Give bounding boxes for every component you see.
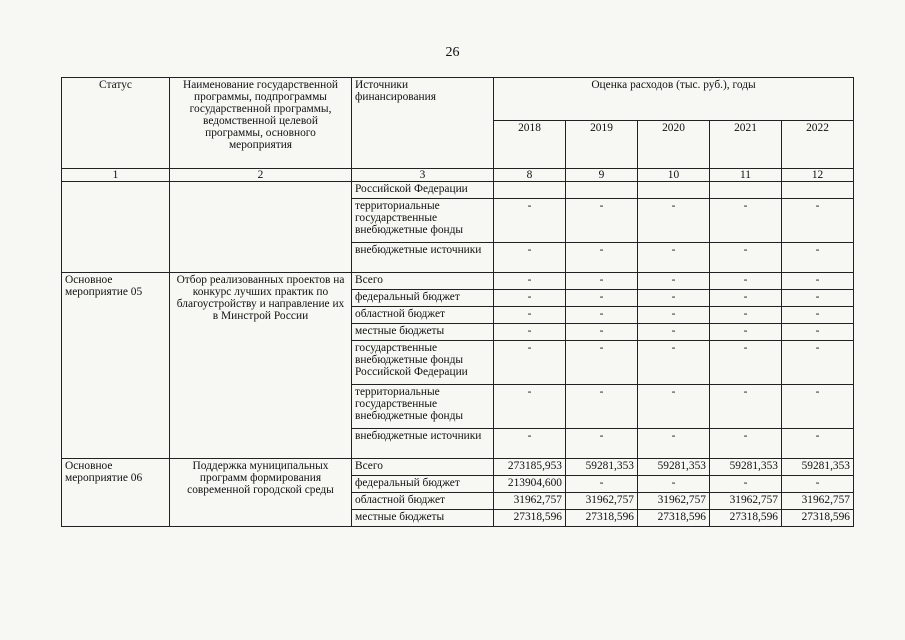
value-cell: -	[566, 385, 638, 429]
value-cell: -	[494, 243, 566, 273]
status-cell	[62, 182, 170, 273]
value-cell: -	[710, 199, 782, 243]
value-cell	[566, 182, 638, 199]
value-cell: -	[782, 273, 854, 290]
value-cell: -	[566, 307, 638, 324]
source-cell: Российской Федерации	[352, 182, 494, 199]
value-cell: 31962,757	[638, 493, 710, 510]
value-cell: -	[494, 199, 566, 243]
value-cell: -	[638, 324, 710, 341]
value-cell	[782, 182, 854, 199]
column-index: 1	[62, 169, 170, 182]
value-cell: 27318,596	[494, 510, 566, 527]
value-cell: -	[782, 243, 854, 273]
source-cell: областной бюджет	[352, 493, 494, 510]
status-cell: Основное мероприятие 06	[62, 459, 170, 527]
value-cell: -	[494, 341, 566, 385]
source-cell: федеральный бюджет	[352, 476, 494, 493]
value-cell: -	[494, 429, 566, 459]
column-index-row	[62, 169, 854, 182]
value-cell: -	[710, 385, 782, 429]
value-cell: 27318,596	[638, 510, 710, 527]
value-cell: -	[782, 429, 854, 459]
header-name: Наименование государственной программы, подпрограммы государственной программы, ведомственной целевой программы, основного мероприятия	[170, 78, 352, 169]
value-cell: -	[566, 290, 638, 307]
source-cell: местные бюджеты	[352, 324, 494, 341]
value-cell: -	[782, 476, 854, 493]
header-estimate: Оценка расходов (тыс. руб.), годы	[494, 78, 854, 121]
value-cell: -	[638, 341, 710, 385]
value-cell: -	[638, 429, 710, 459]
name-cell: Поддержка муниципальных программ формирования современной городской среды	[170, 459, 352, 527]
source-cell: государственные внебюджетные фонды Российской Федерации	[352, 341, 494, 385]
value-cell: 59281,353	[566, 459, 638, 476]
column-index: 2	[170, 169, 352, 182]
column-index: 8	[494, 169, 566, 182]
value-cell: -	[782, 290, 854, 307]
header-year: 2019	[566, 121, 638, 169]
value-cell: -	[710, 307, 782, 324]
value-cell: -	[638, 476, 710, 493]
value-cell	[710, 182, 782, 199]
header-year: 2020	[638, 121, 710, 169]
value-cell: -	[566, 429, 638, 459]
value-cell: -	[638, 307, 710, 324]
value-cell: -	[566, 341, 638, 385]
name-cell	[170, 182, 352, 273]
value-cell: -	[710, 429, 782, 459]
value-cell: -	[566, 273, 638, 290]
value-cell: -	[638, 385, 710, 429]
header-row	[62, 78, 854, 121]
value-cell: -	[566, 243, 638, 273]
value-cell: -	[638, 273, 710, 290]
value-cell: -	[710, 290, 782, 307]
column-index: 9	[566, 169, 638, 182]
budget-table	[61, 77, 854, 527]
source-cell: внебюджетные источники	[352, 429, 494, 459]
value-cell: -	[494, 290, 566, 307]
value-cell: 27318,596	[710, 510, 782, 527]
header-year: 2021	[710, 121, 782, 169]
value-cell	[638, 182, 710, 199]
column-index: 12	[782, 169, 854, 182]
source-cell: Всего	[352, 459, 494, 476]
value-cell: -	[710, 243, 782, 273]
column-index: 11	[710, 169, 782, 182]
value-cell: -	[638, 243, 710, 273]
source-cell: внебюджетные источники	[352, 243, 494, 273]
source-cell: областной бюджет	[352, 307, 494, 324]
value-cell: 213904,600	[494, 476, 566, 493]
table-row	[62, 273, 854, 290]
source-cell: Всего	[352, 273, 494, 290]
page-number: 26	[445, 45, 460, 60]
value-cell: -	[638, 199, 710, 243]
value-cell: -	[566, 199, 638, 243]
value-cell: 273185,953	[494, 459, 566, 476]
source-cell: местные бюджеты	[352, 510, 494, 527]
header-source: Источники финансирования	[352, 78, 494, 169]
header-status: Статус	[62, 78, 170, 169]
value-cell: -	[710, 476, 782, 493]
value-cell: 31962,757	[710, 493, 782, 510]
source-cell: территориальные государственные внебюджетные фонды	[352, 385, 494, 429]
value-cell: -	[710, 324, 782, 341]
value-cell: -	[782, 324, 854, 341]
source-cell: территориальные государственные внебюджетные фонды	[352, 199, 494, 243]
value-cell: 31962,757	[494, 493, 566, 510]
value-cell: -	[494, 307, 566, 324]
value-cell: 27318,596	[782, 510, 854, 527]
value-cell: -	[710, 273, 782, 290]
source-cell: федеральный бюджет	[352, 290, 494, 307]
column-index: 10	[638, 169, 710, 182]
value-cell: -	[782, 199, 854, 243]
value-cell: -	[782, 307, 854, 324]
value-cell: -	[494, 385, 566, 429]
value-cell: -	[710, 341, 782, 385]
column-index: 3	[352, 169, 494, 182]
value-cell: 59281,353	[710, 459, 782, 476]
value-cell: -	[494, 273, 566, 290]
value-cell: -	[494, 324, 566, 341]
name-cell: Отбор реализованных проектов на конкурс лучших практик по благоустройству и направление их в Минстрой России	[170, 273, 352, 459]
value-cell	[494, 182, 566, 199]
table-row	[62, 459, 854, 476]
value-cell: -	[638, 290, 710, 307]
value-cell: -	[782, 341, 854, 385]
table-row	[62, 182, 854, 199]
value-cell: -	[566, 324, 638, 341]
value-cell: 59281,353	[638, 459, 710, 476]
value-cell: 31962,757	[782, 493, 854, 510]
value-cell: -	[566, 476, 638, 493]
header-year: 2018	[494, 121, 566, 169]
value-cell: 59281,353	[782, 459, 854, 476]
header-year: 2022	[782, 121, 854, 169]
value-cell: 27318,596	[566, 510, 638, 527]
value-cell: 31962,757	[566, 493, 638, 510]
value-cell: -	[782, 385, 854, 429]
status-cell: Основное мероприятие 05	[62, 273, 170, 459]
